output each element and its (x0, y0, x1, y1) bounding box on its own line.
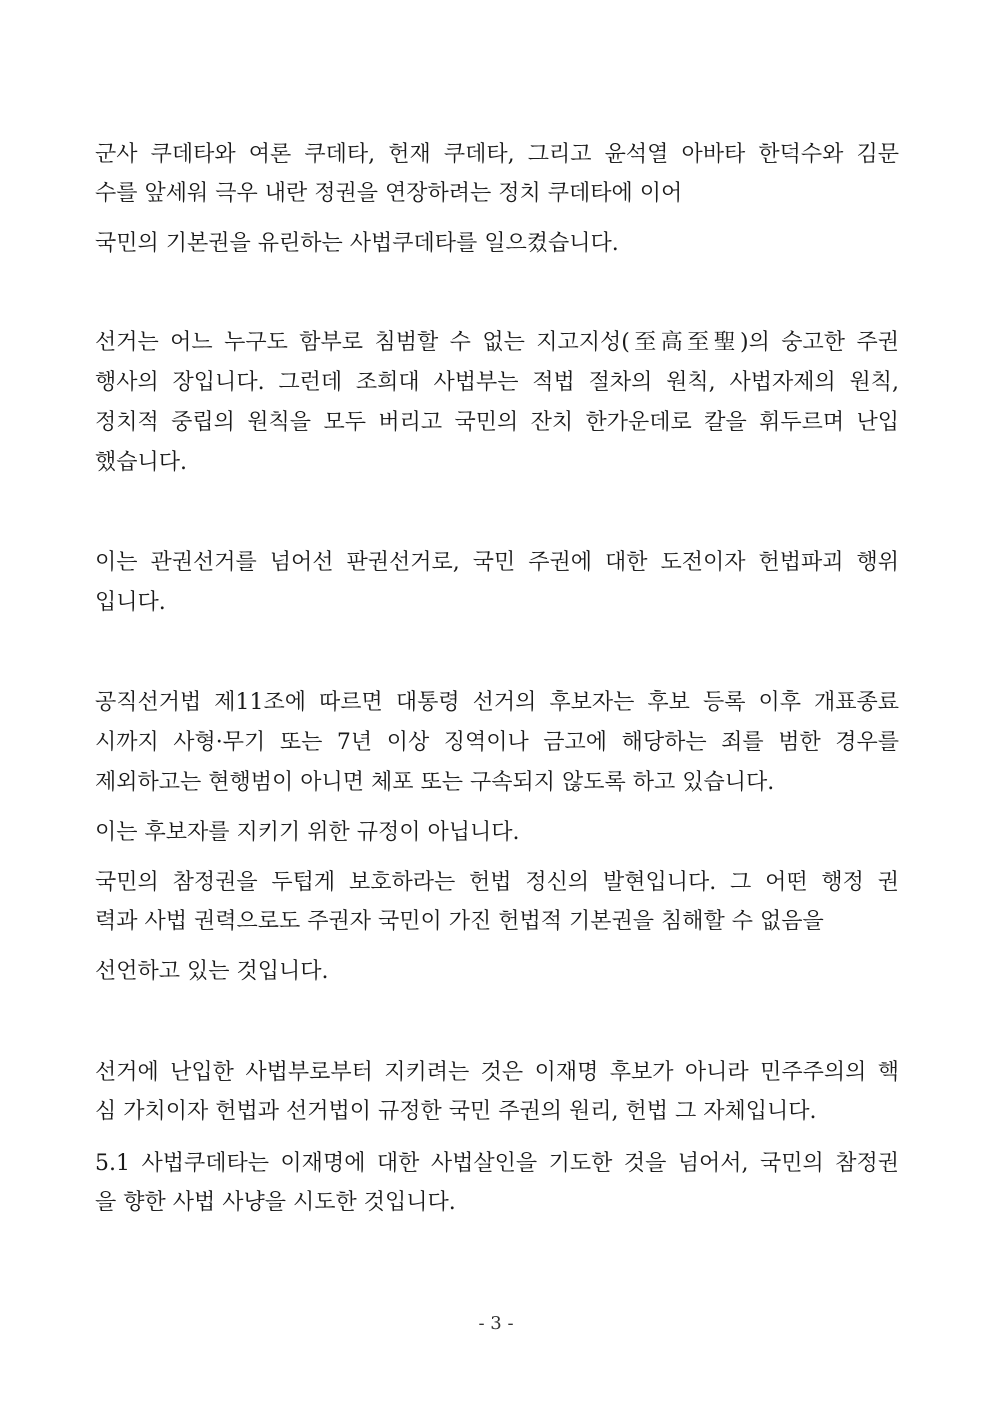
text-line: 시까지 사형·무기 또는 7년 이상 징역이나 금고에 해당하는 죄를 범한 경우를 (95, 730, 899, 755)
text-line: 이는 후보자를 지키기 위한 규정이 아닙니다. (95, 820, 520, 845)
text-line: 선거는 어느 누구도 함부로 침범할 수 없는 지고지성(至高至聖)의 숭고한 주권 (95, 330, 899, 355)
text-line: 했습니다. (95, 450, 188, 475)
text-line: 5.1 사법쿠데타는 이재명에 대한 사법살인을 기도한 것을 넘어서, 국민의 참정권 (95, 1151, 899, 1176)
text-line: 선언하고 있는 것입니다. (95, 959, 329, 984)
text-line: 력과 사법 권력으로도 주권자 국민이 가진 헌법적 기본권을 침해할 수 없음을 (95, 909, 824, 934)
text-line: 수를 앞세워 극우 내란 정권을 연장하려는 정치 쿠데타에 이어 (95, 181, 683, 206)
text-line: 공직선거법 제11조에 따르면 대통령 선거의 후보자는 후보 등록 이후 개표종료 (95, 690, 899, 715)
text-line: 국민의 기본권을 유린하는 사법쿠데타를 일으켰습니다. (95, 231, 619, 256)
text-line: 제외하고는 현행범이 아니면 체포 또는 구속되지 않도록 하고 있습니다. (95, 770, 775, 795)
text-line: 국민의 참정권을 두텁게 보호하라는 헌법 정신의 발현입니다. 그 어떤 행정 권 (95, 870, 899, 895)
text-line: 정치적 중립의 원칙을 모두 버리고 국민의 잔치 한가운데로 칼을 휘두르며 난입 (95, 410, 899, 435)
page-number: - 3 - (478, 1313, 514, 1334)
text-line: 을 향한 사법 사냥을 시도한 것입니다. (95, 1190, 456, 1215)
text-line: 입니다. (95, 590, 166, 615)
text-line: 이는 관권선거를 넘어선 판권선거로, 국민 주권에 대한 도전이자 헌법파괴 행위 (95, 550, 899, 575)
text-line: 군사 쿠데타와 여론 쿠데타, 헌재 쿠데타, 그리고 윤석열 아바타 한덕수와 김문 (95, 142, 899, 167)
text-line: 행사의 장입니다. 그런데 조희대 사법부는 적법 절차의 원칙, 사법자제의 원칙, (95, 370, 899, 395)
text-line: 심 가치이자 헌법과 선거법이 규정한 국민 주권의 원리, 헌법 그 자체입니다. (95, 1099, 817, 1124)
text-line: 선거에 난입한 사법부로부터 지키려는 것은 이재명 후보가 아니라 민주주의의 핵 (95, 1060, 899, 1085)
